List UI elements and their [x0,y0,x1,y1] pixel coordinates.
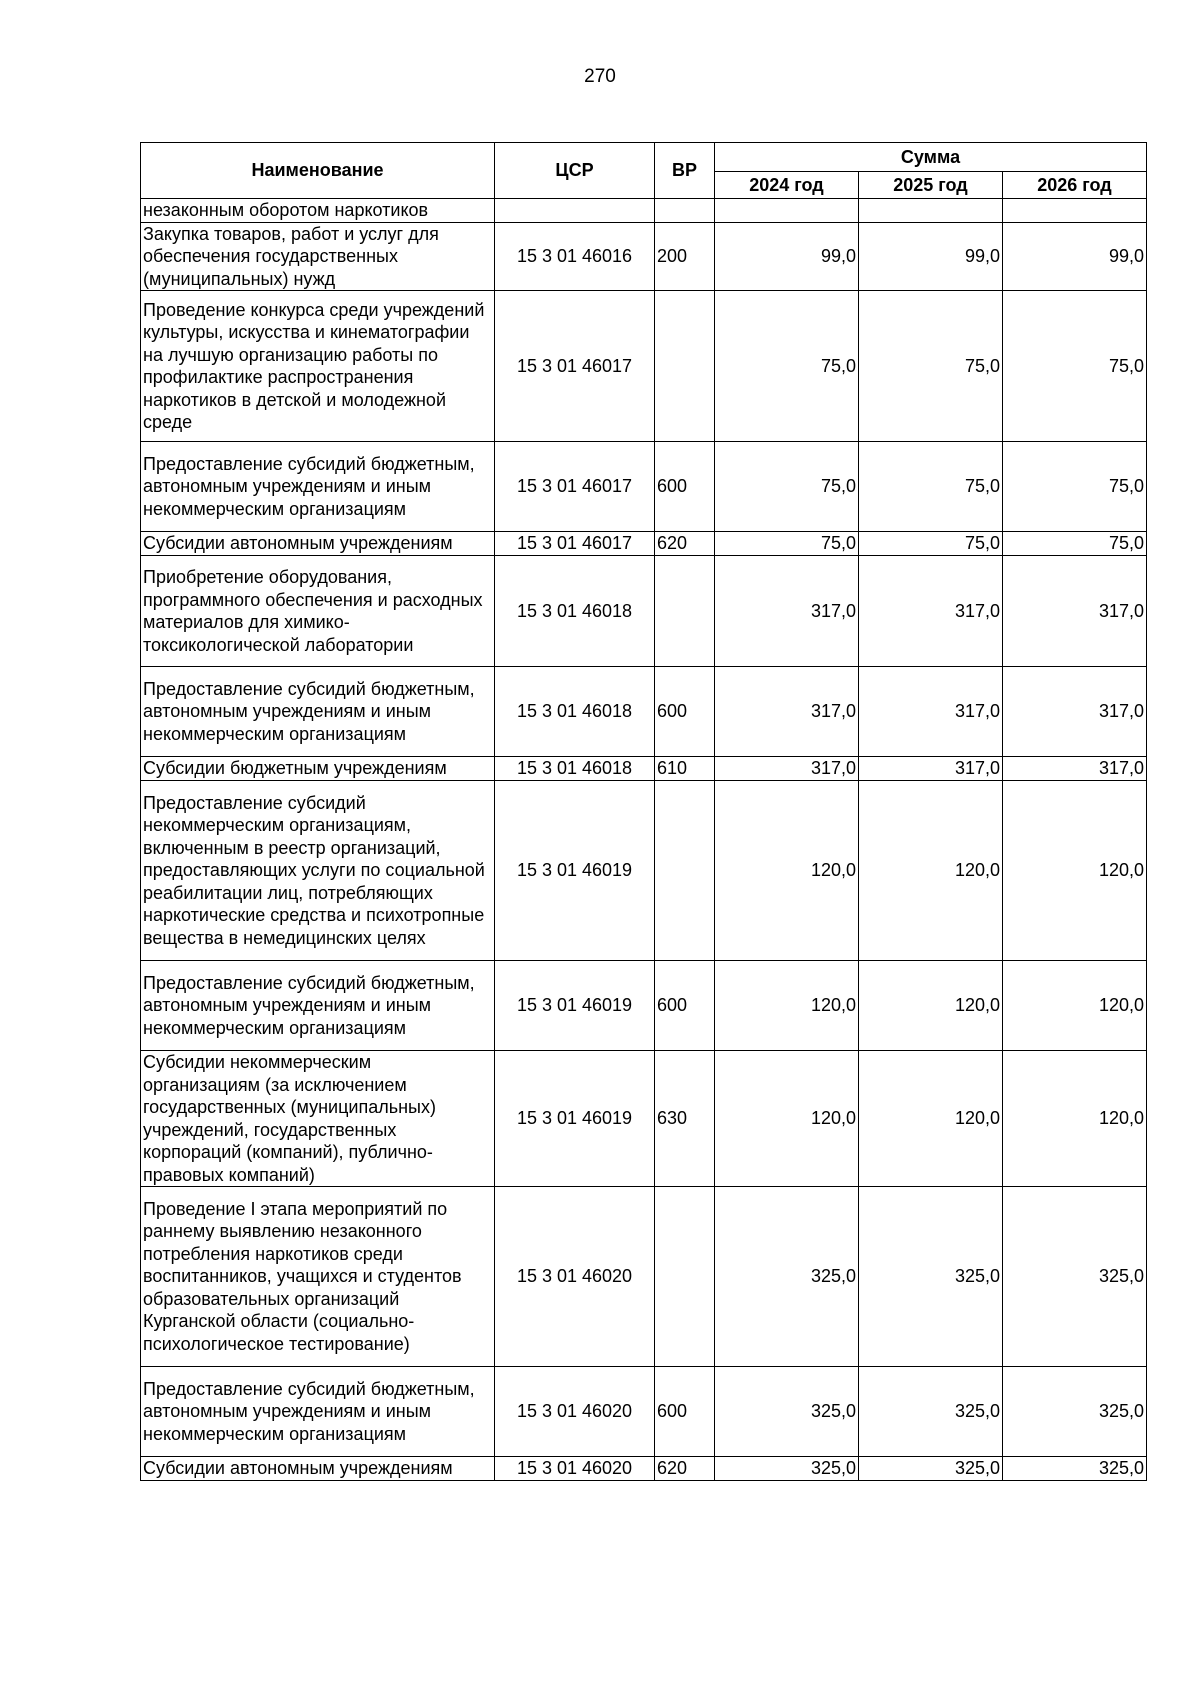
cell-csr: 15 3 01 46017 [495,442,655,532]
cell-csr: 15 3 01 46020 [495,1457,655,1481]
cell-csr: 15 3 01 46017 [495,532,655,556]
cell-name: Субсидии бюджетным учреждениям [141,757,495,781]
cell-csr: 15 3 01 46019 [495,1051,655,1187]
cell-2024: 317,0 [715,667,859,757]
cell-2024: 325,0 [715,1457,859,1481]
cell-vr: 600 [655,667,715,757]
table-row [141,757,1147,781]
cell-2026: 120,0 [1003,781,1147,961]
header-year-2026: 2026 год [1003,172,1147,199]
cell-csr: 15 3 01 46019 [495,961,655,1051]
table-row [141,667,1147,757]
cell-2024: 99,0 [715,222,859,291]
cell-2025: 317,0 [859,556,1003,667]
cell-2025: 75,0 [859,442,1003,532]
cell-2024: 120,0 [715,1051,859,1187]
cell-2025: 317,0 [859,667,1003,757]
cell-2025: 325,0 [859,1367,1003,1457]
cell-name: Предоставление субсидий бюджетным, автономным учреждениям и иным некоммерческим организациям [141,667,495,757]
cell-csr: 15 3 01 46020 [495,1187,655,1367]
cell-2025: 75,0 [859,532,1003,556]
cell-csr: 15 3 01 46017 [495,291,655,442]
cell-csr: 15 3 01 46016 [495,222,655,291]
cell-vr [655,291,715,442]
table-body [141,199,1147,1481]
table-row [141,961,1147,1051]
cell-name: Предоставление субсидий бюджетным, автономным учреждениям и иным некоммерческим организациям [141,961,495,1051]
cell-name: Проведение конкурса среди учреждений культуры, искусства и кинематографии на лучшую организацию работы по профилактике распространения наркотиков в детской и молодежной среде [141,291,495,442]
cell-csr: 15 3 01 46019 [495,781,655,961]
cell-name: Субсидии некоммерческим организациям (за исключением государственных (муниципальных) учреждений, государственных корпораций (компаний), публично-правовых компаний) [141,1051,495,1187]
cell-2025: 120,0 [859,781,1003,961]
cell-2026: 75,0 [1003,532,1147,556]
cell-2024: 325,0 [715,1367,859,1457]
cell-vr [655,556,715,667]
table-row [141,1187,1147,1367]
cell-name: Закупка товаров, работ и услуг для обеспечения государственных (муниципальных) нужд [141,222,495,291]
header-csr: ЦСР [495,143,655,199]
table-row [141,532,1147,556]
table-row [141,222,1147,291]
cell-2026: 120,0 [1003,961,1147,1051]
cell-name: незаконным оборотом наркотиков [141,199,495,223]
budget-table [140,142,1147,1481]
cell-csr: 15 3 01 46018 [495,667,655,757]
cell-name: Предоставление субсидий некоммерческим организациям, включенным в реестр организаций, предоставляющих услуги по социальной реабилитации лиц, потребляющих наркотические средства и психотропные вещества в немедицинских целях [141,781,495,961]
cell-2024 [715,199,859,223]
header-year-2025: 2025 год [859,172,1003,199]
cell-2025: 317,0 [859,757,1003,781]
cell-vr: 620 [655,532,715,556]
cell-2026: 75,0 [1003,291,1147,442]
cell-name: Субсидии автономным учреждениям [141,532,495,556]
cell-csr: 15 3 01 46018 [495,757,655,781]
cell-name: Предоставление субсидий бюджетным, автономным учреждениям и иным некоммерческим организациям [141,1367,495,1457]
cell-2024: 120,0 [715,781,859,961]
cell-2026: 325,0 [1003,1367,1147,1457]
cell-2024: 75,0 [715,291,859,442]
table-row [141,781,1147,961]
cell-2025: 325,0 [859,1457,1003,1481]
table-row [141,442,1147,532]
cell-vr: 620 [655,1457,715,1481]
cell-csr: 15 3 01 46020 [495,1367,655,1457]
cell-vr: 600 [655,961,715,1051]
cell-csr [495,199,655,223]
cell-vr [655,199,715,223]
table-row [141,1457,1147,1481]
cell-2026: 325,0 [1003,1457,1147,1481]
table-row [141,199,1147,223]
cell-2024: 317,0 [715,556,859,667]
header-name: Наименование [141,143,495,199]
table-header [141,143,1147,199]
cell-vr: 600 [655,442,715,532]
table-row [141,556,1147,667]
cell-2026: 120,0 [1003,1051,1147,1187]
table-row [141,1051,1147,1187]
cell-name: Проведение I этапа мероприятий по раннему выявлению незаконного потребления наркотиков среди воспитанников, учащихся и студентов образовательных организаций Курганской области (социально-психологическое тестирование) [141,1187,495,1367]
page-number: 270 [584,66,616,87]
table-row [141,291,1147,442]
cell-2026: 317,0 [1003,556,1147,667]
cell-2025: 99,0 [859,222,1003,291]
cell-2025 [859,199,1003,223]
cell-vr [655,1187,715,1367]
cell-2026: 317,0 [1003,757,1147,781]
cell-vr [655,781,715,961]
cell-vr: 600 [655,1367,715,1457]
cell-2026 [1003,199,1147,223]
cell-name: Приобретение оборудования, программного обеспечения и расходных материалов для химико-токсикологической лаборатории [141,556,495,667]
cell-2025: 120,0 [859,961,1003,1051]
cell-2025: 75,0 [859,291,1003,442]
cell-csr: 15 3 01 46018 [495,556,655,667]
cell-2026: 325,0 [1003,1187,1147,1367]
cell-2026: 75,0 [1003,442,1147,532]
cell-name: Предоставление субсидий бюджетным, автономным учреждениям и иным некоммерческим организациям [141,442,495,532]
cell-2026: 317,0 [1003,667,1147,757]
header-year-2024: 2024 год [715,172,859,199]
header-sum: Сумма [715,143,1147,172]
cell-vr: 200 [655,222,715,291]
cell-vr: 630 [655,1051,715,1187]
header-vr: ВР [655,143,715,199]
cell-name: Субсидии автономным учреждениям [141,1457,495,1481]
cell-2024: 120,0 [715,961,859,1051]
cell-2024: 75,0 [715,442,859,532]
cell-2024: 325,0 [715,1187,859,1367]
cell-vr: 610 [655,757,715,781]
cell-2024: 317,0 [715,757,859,781]
cell-2024: 75,0 [715,532,859,556]
cell-2025: 325,0 [859,1187,1003,1367]
cell-2025: 120,0 [859,1051,1003,1187]
table-row [141,1367,1147,1457]
cell-2026: 99,0 [1003,222,1147,291]
